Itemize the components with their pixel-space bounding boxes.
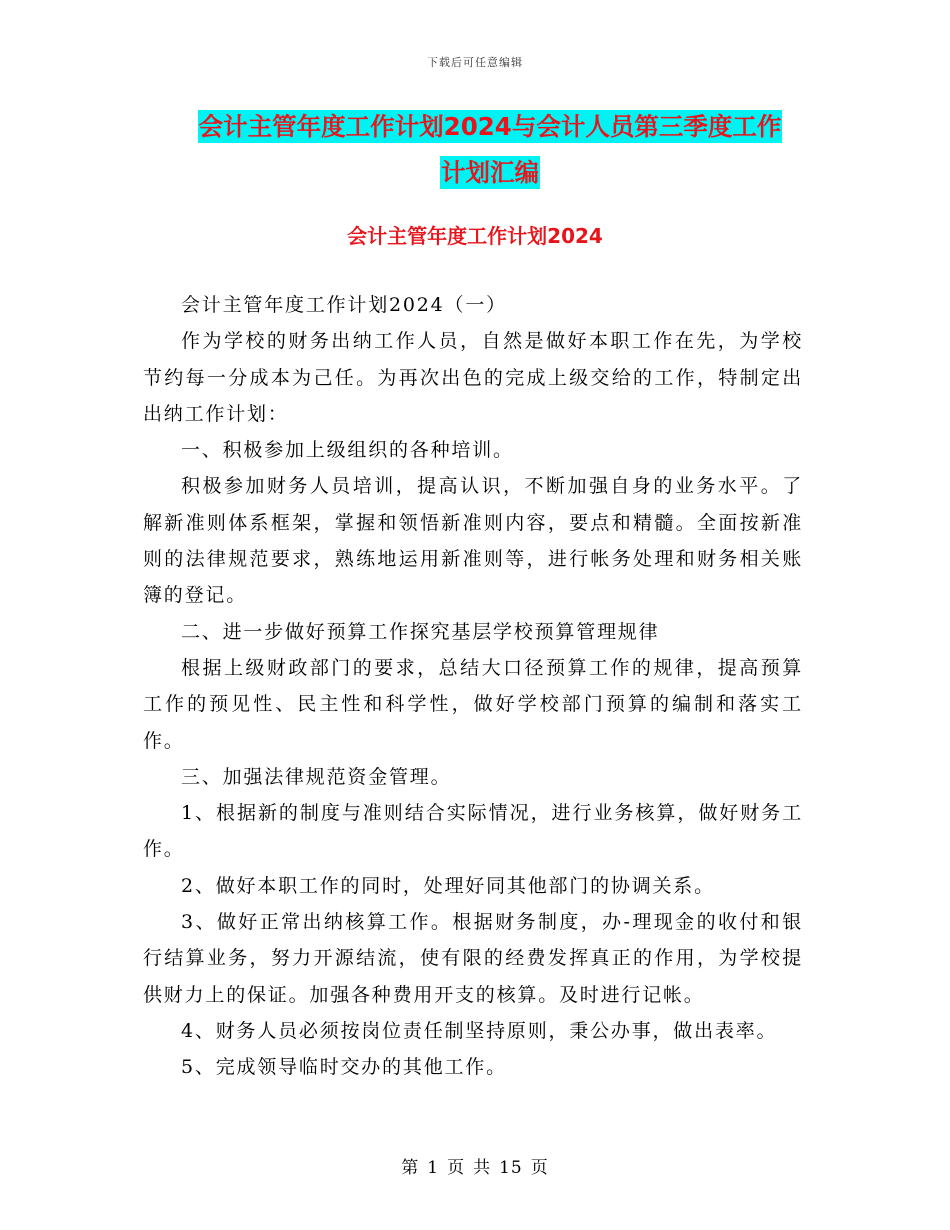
document-title-line-2: 计划汇编 bbox=[441, 158, 539, 187]
list-item: 1、根据新的制度与准则结合实际情况，进行业务核算，做好财务工作。 bbox=[143, 802, 803, 861]
document-body bbox=[143, 287, 803, 1086]
document-title-line-1: 会计主管年度工作计划2024与会计人员第三季度工作 bbox=[198, 112, 782, 141]
list-item: 3、做好正常出纳核算工作。根据财务制度，办-理现金的收付和银行结算业务，努力开源结流，使有限的经费发挥真正的作用，为学校提供财力上的保证。加强各种费用开支的核算。及时进行记帐。 bbox=[143, 911, 803, 1006]
paragraph-heading-1: 一、积极参加上级组织的各种培训。 bbox=[181, 439, 514, 462]
list-item: 2、做好本职工作的同时，处理好同其他部门的协调关系。 bbox=[181, 874, 715, 897]
paragraph-heading-2: 二、进一步做好预算工作探究基层学校预算管理规律 bbox=[181, 620, 660, 643]
section-title: 会计主管年度工作计划2024 bbox=[347, 224, 603, 248]
document-title bbox=[140, 104, 840, 196]
list-item: 4、财务人员必须按岗位责任制坚持原则，秉公办事，做出表率。 bbox=[181, 1019, 778, 1042]
page-footer bbox=[0, 1153, 950, 1178]
paragraph-heading-3: 三、加强法律规范资金管理。 bbox=[181, 765, 452, 788]
paragraph: 积极参加财务人员培训，提高认识，不断加强自身的业务水平。了解新准则体系框架，掌握和领悟新准则内容，要点和精髓。全面按新准则的法律规范要求，熟练地运用新准则等，进行帐务处理和财务相关账簿的登记。 bbox=[143, 475, 803, 607]
paragraph-intro: 作为学校的财务出纳工作人员，自然是做好本职工作在先，为学校节约每一分成本为己任。为再次出色的完成上级交给的工作，特制定出出纳工作计划： bbox=[143, 330, 803, 425]
paragraph-subheading: 会计主管年度工作计划2024（一） bbox=[181, 294, 507, 316]
total-pages: 15 bbox=[499, 1158, 523, 1178]
total-label: 共 bbox=[473, 1158, 492, 1178]
page-unit: 页 bbox=[447, 1158, 466, 1178]
page-label: 第 bbox=[401, 1158, 420, 1178]
paragraph: 根据上级财政部门的要求，总结大口径预算工作的规律，提高预算工作的预见性、民主性和科学性，做好学校部门预算的编制和落实工作。 bbox=[143, 656, 803, 752]
page-number: 1 bbox=[427, 1158, 440, 1178]
header-note: 下载后可任意编辑 bbox=[427, 56, 523, 69]
total-unit: 页 bbox=[530, 1158, 549, 1178]
list-item: 5、完成领导临时交办的其他工作。 bbox=[181, 1056, 507, 1079]
